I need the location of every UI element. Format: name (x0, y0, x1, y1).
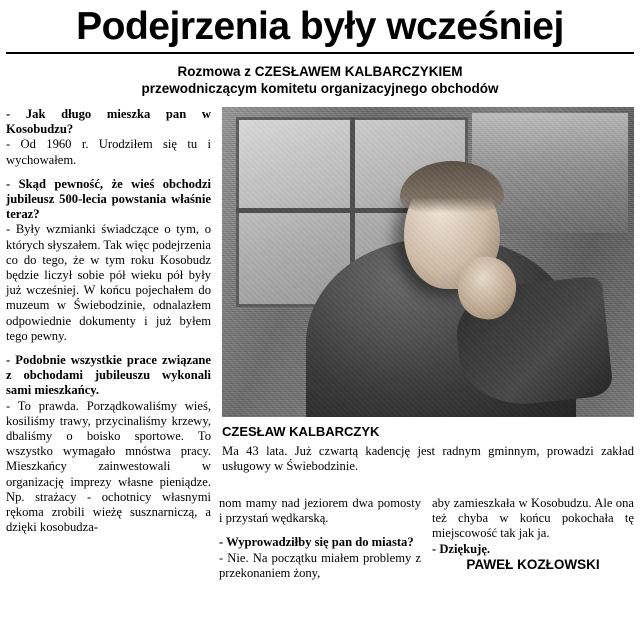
column-middle (219, 496, 421, 581)
answer-4: - Nie. Na początku miałem problemy z przekonaniem żony, (219, 550, 421, 580)
photo-block (222, 107, 634, 475)
subheadline (0, 63, 640, 97)
bottom-columns (6, 496, 634, 581)
photo-caption-name: CZESŁAW KALBARCZYK (222, 424, 380, 439)
column-left (6, 107, 211, 535)
page-title: Podejrzenia były wcześniej (76, 5, 564, 48)
photo-caption-text: Ma 43 lata. Już czwartą kadencję jest radnym gminnym, prowadzi zakład usługowy w Świebodzinie. (222, 444, 634, 474)
newspaper-page (0, 6, 640, 639)
question-4: - Wyprowadziłby się pan do miasta? (219, 535, 414, 550)
paragraph-gap (6, 168, 211, 177)
question-2: - Skąd pewność, że wieś obchodzi jubileusz 500-lecia powstania właśnie teraz? (6, 176, 211, 222)
answer-4-continued: aby zamieszkała w Kosobudzu. Ale ona też chyba w końcu pokochała tę miejscowość tak jak ja. (432, 496, 634, 541)
paragraph-gap (219, 526, 421, 535)
byline: PAWEŁ KOZŁOWSKI (466, 556, 600, 572)
photo-czeslaw-kalbarczyk (222, 107, 634, 417)
answer-3: - To prawda. Porządkowaliśmy wieś, kosiliśmy trawy, przycinaliśmy krzewy, dbaliśmy o boisko sportowe. To wszystko wymagało mnóstwa pracy. Mieszkańcy zainwestowali w organizację imprezy własne pieniądze. Np. strażacy - ochotnicy własnymi rękoma zrobili wieżę susznarniczą, a dzięki kosobudza- (6, 398, 211, 535)
question-3: - Podobnie wszystkie prace związane z obchodami jubileuszu wykonali sami mieszkańcy. (6, 353, 211, 398)
photo-grain-overlay (222, 107, 634, 417)
answer-3-continued: nom mamy nad jeziorem dwa pomosty i przystań wędkarską. (219, 496, 421, 526)
answer-1: - Od 1960 r. Urodziłem się tu i wychowałem. (6, 137, 211, 167)
column-left-bottom (6, 496, 208, 581)
question-1: - Jak długo mieszka pan w Kosobudzu? (6, 107, 211, 137)
answer-2: - Były wzmianki świadczące o tym, o których słyszałem. Tak więc podejrzenia co do tego, że w tym roku Kosobudz będzie liczył sobie pół wieku pół były już wcześniej. W końcu pojechałem do muzeum w Świebodzinie, odnalazłem odpowiednie dokumenty i już byłem tego pewny. (6, 222, 211, 343)
headline-divider (6, 52, 634, 54)
paragraph-gap (6, 344, 211, 353)
subheadline-line-2: przewodniczącym komitetu organizacyjnego obchodów (141, 81, 499, 96)
closing-thanks: - Dziękuję. (432, 541, 491, 556)
column-right (432, 496, 634, 581)
subheadline-line-1: Rozmowa z CZESŁAWEM KALBARCZYKIEM (177, 64, 463, 79)
